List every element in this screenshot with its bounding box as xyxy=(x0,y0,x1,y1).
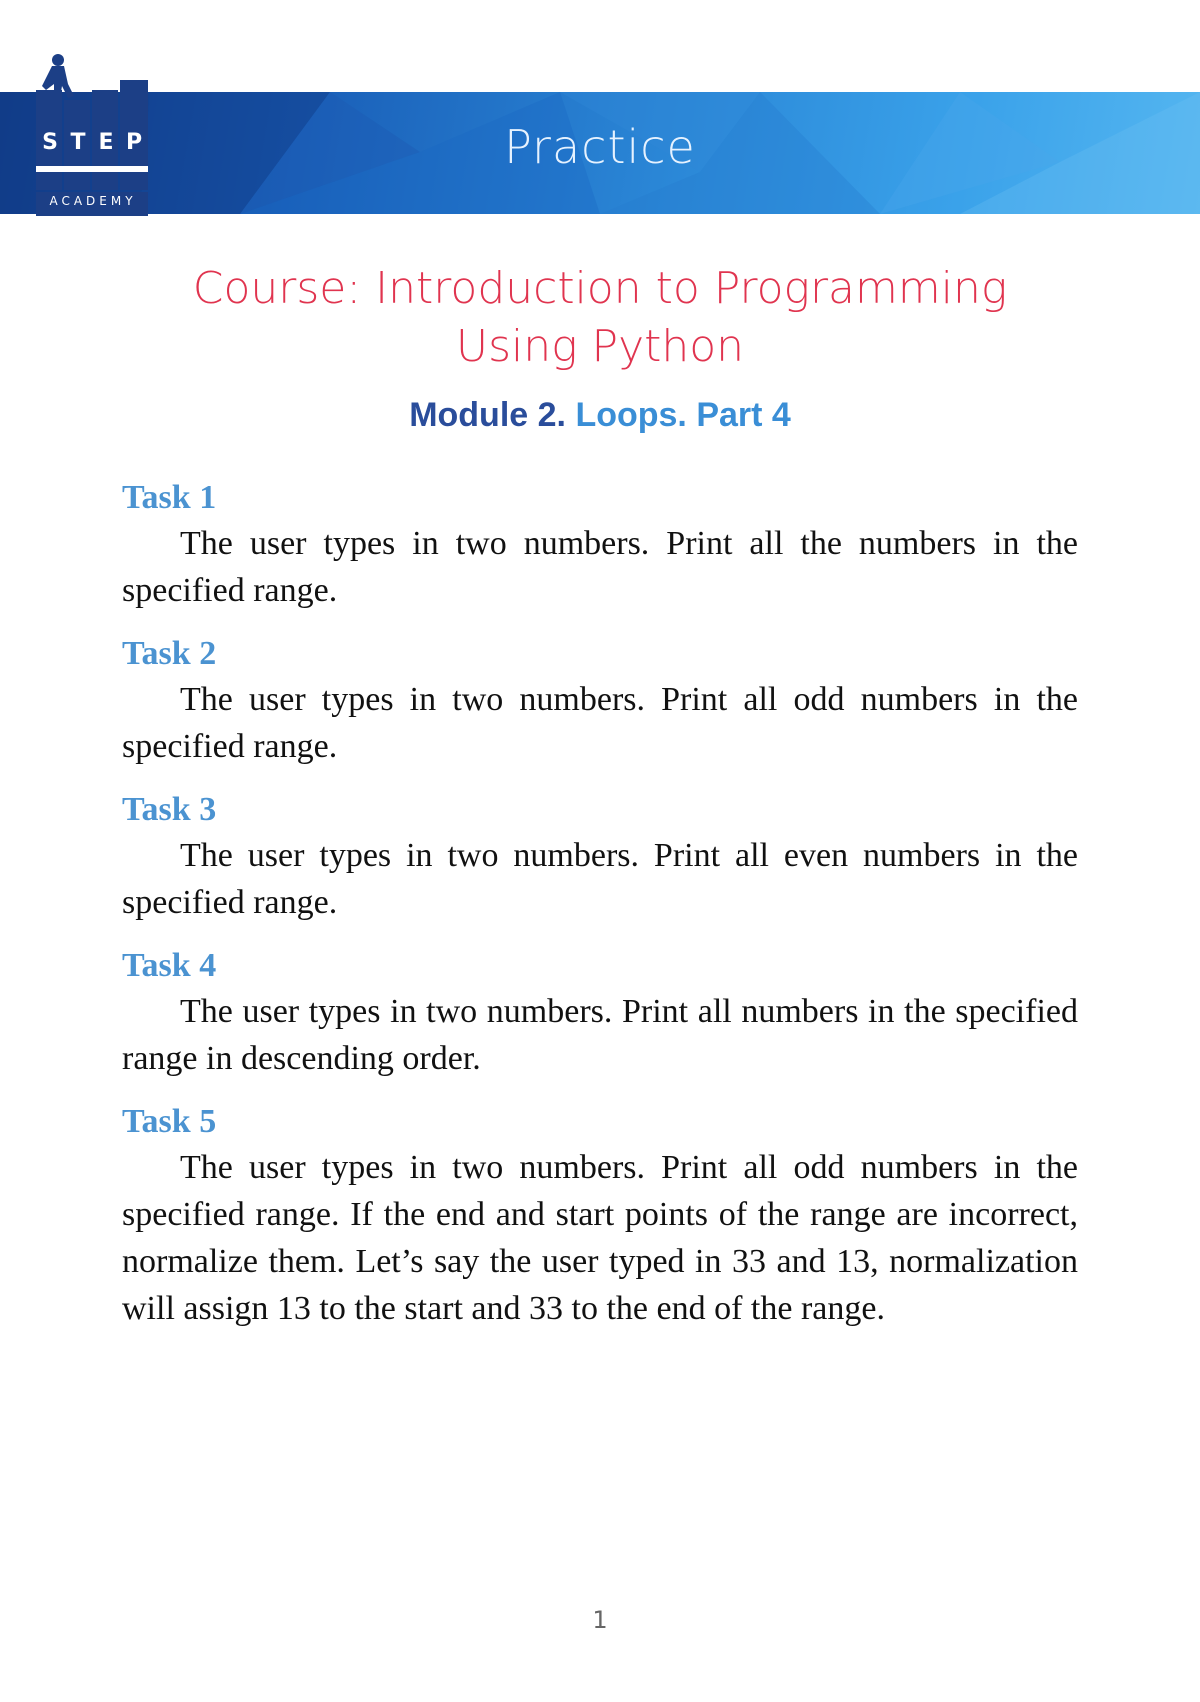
task-item xyxy=(122,1100,1078,1332)
step-academy-logo xyxy=(30,54,154,216)
task-heading: Task 4 xyxy=(122,947,217,984)
task-heading: Task 3 xyxy=(122,791,217,828)
logo-letter: P xyxy=(125,130,143,155)
task-text: The user types in two numbers. Print all odd numbers in the specified range. If the end and start points of the range are incorrect, normalize them. Let’s say the user typed in 33 and 13, normalization will assign 13 to the start and 33 to the end of the range. xyxy=(122,1149,1078,1327)
task-list xyxy=(122,476,1078,1350)
page-number: 1 xyxy=(592,1606,608,1634)
task-item xyxy=(122,788,1078,926)
module-title xyxy=(0,396,1200,435)
task-heading: Task 2 xyxy=(122,635,217,672)
logo-letter: S xyxy=(42,130,58,155)
task-text: The user types in two numbers. Print all even numbers in the specified range. xyxy=(122,837,1078,921)
header-banner xyxy=(0,92,1200,214)
module-number: Module 2. xyxy=(409,396,566,434)
task-item xyxy=(122,944,1078,1082)
banner-title: Practice xyxy=(504,120,696,174)
logo-letters xyxy=(38,130,146,155)
task-heading: Task 1 xyxy=(122,479,217,516)
task-text: The user types in two numbers. Print all the numbers in the specified range. xyxy=(122,525,1078,609)
logo-subtitle: ACADEMY xyxy=(49,194,137,208)
course-title: Course: Introduction to Programming Using Python xyxy=(192,263,1008,372)
module-topic: Loops. Part 4 xyxy=(575,396,791,434)
logo-letter: E xyxy=(98,130,114,155)
task-text: The user types in two numbers. Print all numbers in the specified range in descending order. xyxy=(122,993,1078,1077)
task-text: The user types in two numbers. Print all odd numbers in the specified range. xyxy=(122,681,1078,765)
task-item xyxy=(122,476,1078,614)
task-heading: Task 5 xyxy=(122,1103,217,1140)
logo-letter: T xyxy=(70,130,86,155)
task-item xyxy=(122,632,1078,770)
